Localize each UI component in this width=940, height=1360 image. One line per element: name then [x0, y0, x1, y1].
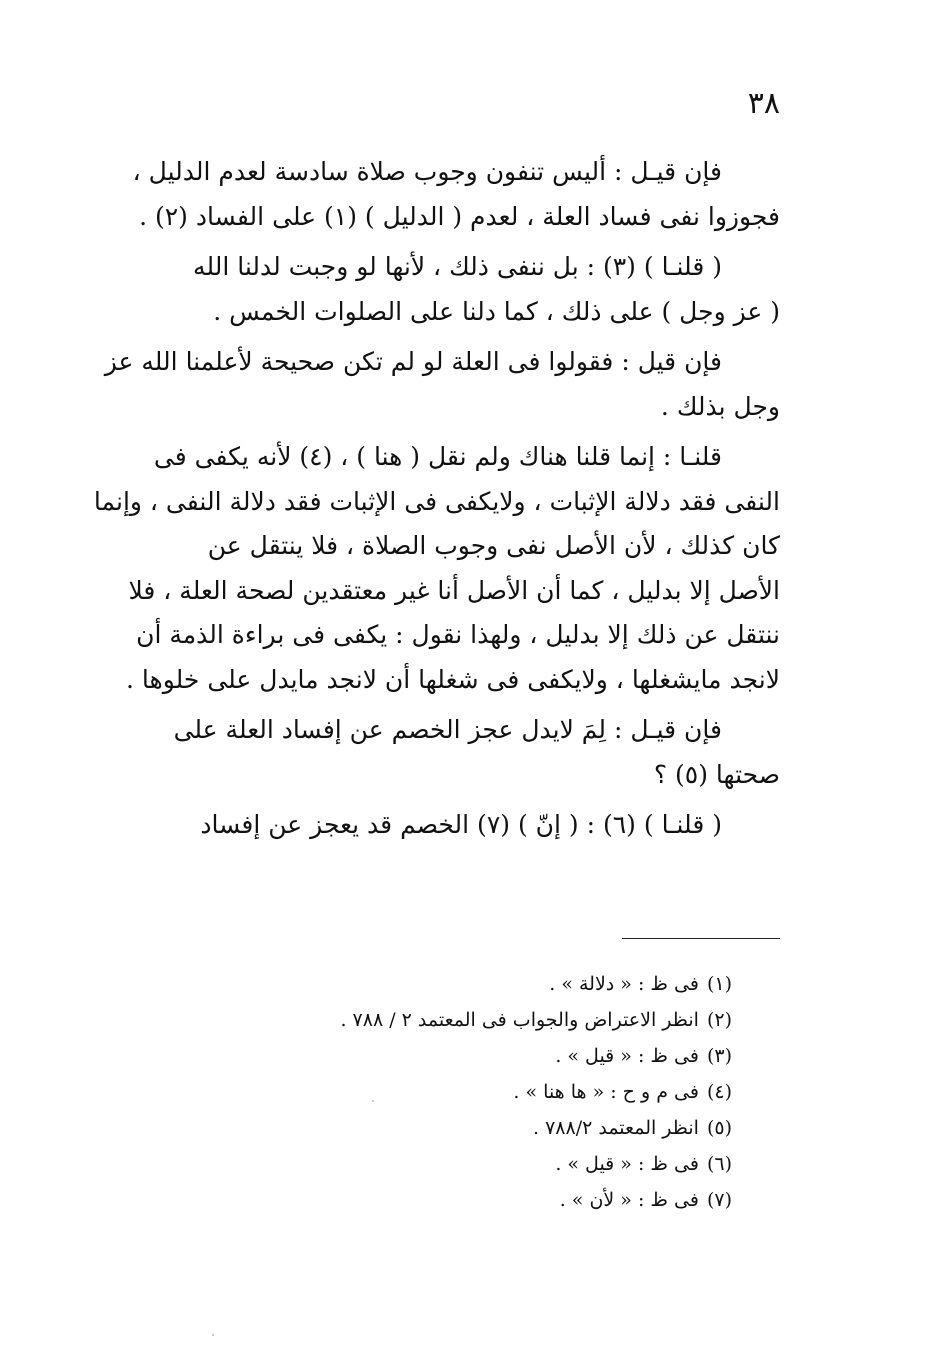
text-line: لانجد مايشغلها ، ولايكفى فى شغلها أن لانجد مايدل على خلوها .: [126, 664, 780, 694]
footnote-number: (٢): [706, 1009, 732, 1031]
text-line: فإن قيـل : أليس تنفون وجوب صلاة سادسة لعدم الدليل ،: [132, 157, 722, 186]
footnote: [172, 1146, 732, 1182]
text-line: فجوزوا نفى فساد العلة ، لعدم ( الدليل ) (١) على الفساد (٢) .: [139, 201, 780, 231]
footnote-text: فى ظ : « دلالة » .: [549, 973, 699, 995]
paragraph-objection-cause: [104, 340, 780, 429]
footnote-number: (٤): [706, 1081, 732, 1103]
text-line: النفى فقد دلالة الإثبات ، ولايكفى فى الإثبات فقد دلالة النفى ، وإنما: [93, 486, 780, 516]
footnote: [172, 1110, 732, 1146]
main-text: [93, 150, 780, 854]
text-line: الأصل إلا بدليل ، كما أن الأصل أنا غير معتقدين لصحة العلة ، فلا: [128, 575, 780, 605]
footnote-text: فى م و ح : « ها هنا » .: [513, 1081, 699, 1103]
footnotes: [172, 966, 732, 1218]
text-line: وجل بذلك .: [660, 391, 780, 421]
footnote-number: (١): [706, 973, 732, 995]
footnote: [172, 1038, 732, 1074]
text-line: كان كذلك ، لأن الأصل نفى وجوب الصلاة ، فلا ينتقل عن: [207, 531, 780, 560]
footnote-separator: [622, 938, 780, 939]
footnote: [172, 1002, 732, 1038]
footnote-text: فى ظ : « لأن » .: [559, 1189, 699, 1211]
paragraph-reply-sixth-prayer: [155, 245, 780, 334]
footnote-number: (٦): [706, 1153, 732, 1175]
footnote-text: انظر الاعتراض والجواب فى المعتمد ٢ / ٧٨٨ .: [340, 1009, 699, 1031]
scan-speck: [212, 1334, 214, 1336]
text-line: فإن قيـل : لِمَ لايدل عجز الخصم عن إفساد العلة على: [173, 715, 722, 744]
text-line: ( قلنـا ) (٦) : ( إنّ ) (٧) الخصم قد يعجز عن إفساد: [200, 810, 722, 839]
footnote-number: (٥): [706, 1117, 732, 1139]
footnote: [172, 1182, 732, 1218]
text-line: ( قلنـا ) (٣) : بل ننفى ذلك ، لأنها لو وجبت لدلنا الله: [193, 252, 722, 281]
page-number: ٣٨: [747, 86, 780, 121]
footnote-number: (٣): [706, 1045, 732, 1067]
text-line: ( عز وجل ) على ذلك ، كما دلنا على الصلوات الخمس .: [213, 296, 780, 326]
footnote: [172, 1074, 732, 1110]
paragraph-objection-opponent: [155, 708, 780, 797]
paragraph-reply-cause: [93, 435, 780, 702]
paragraph-reply-opponent: [155, 803, 780, 848]
footnote-text: فى ظ : « قيل » .: [555, 1045, 699, 1067]
text-line: صحتها (٥) ؟: [653, 759, 780, 789]
footnote: [172, 966, 732, 1002]
footnote-number: (٧): [706, 1189, 732, 1211]
text-line: فإن قيل : فقولوا فى العلة لو لم تكن صحيحة لأعلمنا الله عز: [104, 347, 722, 376]
scan-speck: [372, 1100, 374, 1102]
text-line: قلنـا : إنما قلنا هناك ولم نقل ( هنا ) ، (٤) لأنه يكفى فى: [153, 442, 722, 471]
footnote-text: فى ظ : « قيل » .: [555, 1153, 699, 1175]
footnote-text: انظر المعتمد ٧٨٨/٢ .: [532, 1117, 699, 1139]
paragraph-objection-sixth-prayer: [132, 150, 780, 239]
text-line: ننتقل عن ذلك إلا بدليل ، ولهذا نقول : يكفى فى براءة الذمة أن: [136, 620, 780, 649]
